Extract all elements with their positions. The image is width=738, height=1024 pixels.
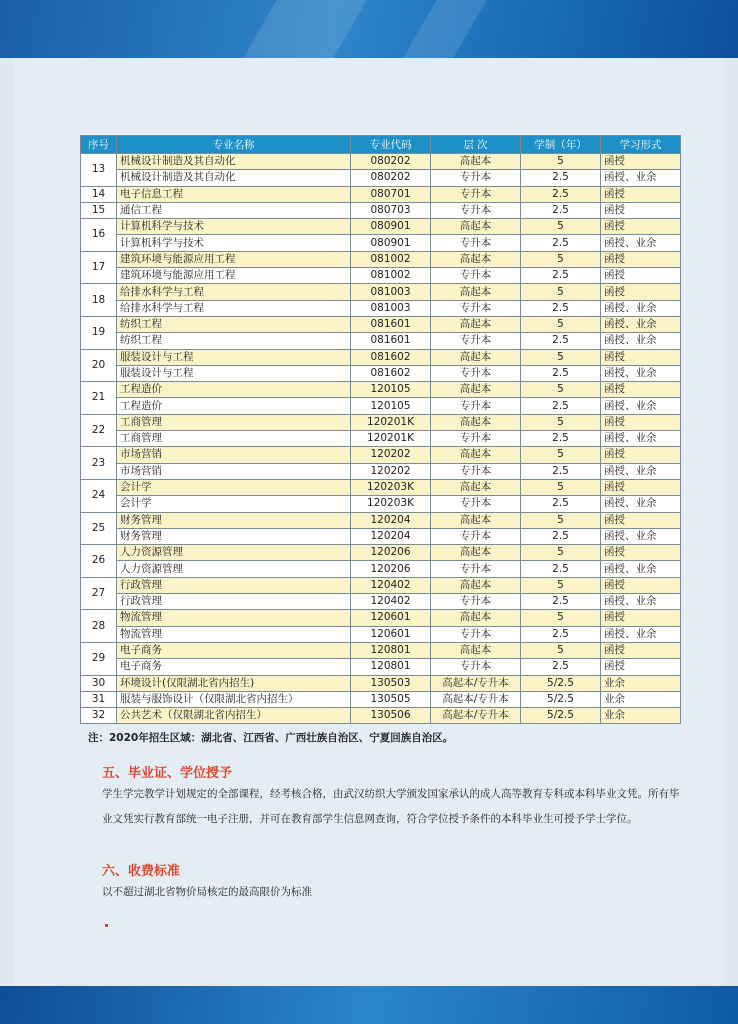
cell-form: 函授 <box>601 545 681 561</box>
cell-years: 5 <box>521 382 601 398</box>
cell-form: 函授、业余 <box>601 333 681 349</box>
cell-form: 函授 <box>601 202 681 218</box>
table-row <box>81 268 681 284</box>
table-row <box>81 528 681 544</box>
cell-seq: 31 <box>81 691 117 707</box>
cell-name: 物流管理 <box>117 610 351 626</box>
cell-seq: 14 <box>81 186 117 202</box>
cell-form: 函授、业余 <box>601 431 681 447</box>
cell-seq: 20 <box>81 349 117 382</box>
cell-form: 函授 <box>601 447 681 463</box>
table-row <box>81 594 681 610</box>
cell-seq: 24 <box>81 479 117 512</box>
cell-code: 120203K <box>351 479 431 495</box>
section6-body: 以不超过湖北省物价局核定的最高限价为标准 <box>102 886 312 898</box>
cell-years: 2.5 <box>521 496 601 512</box>
cell-code: 120202 <box>351 447 431 463</box>
cell-code: 120203K <box>351 496 431 512</box>
cell-years: 2.5 <box>521 659 601 675</box>
cell-level: 专升本 <box>431 626 521 642</box>
table-row <box>81 365 681 381</box>
cell-name: 建筑环境与能源应用工程 <box>117 251 351 267</box>
cell-name: 市场营销 <box>117 447 351 463</box>
cell-form: 函授 <box>601 382 681 398</box>
cell-form: 函授、业余 <box>601 235 681 251</box>
cell-years: 2.5 <box>521 186 601 202</box>
cell-form: 函授 <box>601 610 681 626</box>
cell-code: 080701 <box>351 186 431 202</box>
cell-form: 业余 <box>601 691 681 707</box>
cell-code: 081002 <box>351 251 431 267</box>
table-row <box>81 154 681 170</box>
cell-level: 专升本 <box>431 463 521 479</box>
cell-level: 专升本 <box>431 365 521 381</box>
cell-level: 高起本 <box>431 512 521 528</box>
cell-level: 专升本 <box>431 398 521 414</box>
enrollment-note: 注：2020年招生区域：湖北省、江西省、广西壮族自治区、宁夏回族自治区。 <box>88 732 454 744</box>
majors-table-body <box>81 154 681 724</box>
cell-years: 5 <box>521 316 601 332</box>
cell-level: 高起本 <box>431 349 521 365</box>
cell-code: 081602 <box>351 349 431 365</box>
table-row <box>81 186 681 202</box>
cell-level: 高起本 <box>431 219 521 235</box>
table-row <box>81 626 681 642</box>
cell-name: 电子商务 <box>117 659 351 675</box>
page-content <box>14 58 724 986</box>
header-form: 学习形式 <box>601 136 681 154</box>
cell-years: 2.5 <box>521 594 601 610</box>
cell-name: 纺织工程 <box>117 333 351 349</box>
cell-level: 高起本/专升本 <box>431 675 521 691</box>
header-code: 专业代码 <box>351 136 431 154</box>
cell-seq: 16 <box>81 219 117 252</box>
cell-level: 专升本 <box>431 300 521 316</box>
cell-name: 人力资源管理 <box>117 545 351 561</box>
section5-body: 学生学完教学计划规定的全部课程，经考核合格，由武汉纺织大学颁发国家承认的成人高等教育专科或本科毕业文凭。所有毕业文凭实行教育部统一电子注册，并可在教育部学生信息网查询，符合学位授予条件的本科毕业生可授予学士学位。 <box>102 788 680 825</box>
cell-name: 机械设计制造及其自动化 <box>117 154 351 170</box>
cell-years: 2.5 <box>521 431 601 447</box>
cell-years: 2.5 <box>521 333 601 349</box>
cell-name: 给排水科学与工程 <box>117 284 351 300</box>
cell-name: 电子信息工程 <box>117 186 351 202</box>
table-row <box>81 235 681 251</box>
cell-level: 高起本 <box>431 154 521 170</box>
cell-years: 2.5 <box>521 300 601 316</box>
cell-name: 工商管理 <box>117 431 351 447</box>
cell-form: 函授、业余 <box>601 594 681 610</box>
cell-code: 130506 <box>351 708 431 724</box>
cell-level: 高起本 <box>431 316 521 332</box>
cell-years: 5/2.5 <box>521 675 601 691</box>
cell-form: 函授 <box>601 642 681 658</box>
cell-form: 函授、业余 <box>601 528 681 544</box>
cell-form: 业余 <box>601 708 681 724</box>
cell-level: 专升本 <box>431 431 521 447</box>
cell-code: 120601 <box>351 610 431 626</box>
cell-seq: 13 <box>81 154 117 187</box>
table-row <box>81 170 681 186</box>
cell-code: 080202 <box>351 170 431 186</box>
cell-level: 专升本 <box>431 561 521 577</box>
cell-seq: 22 <box>81 414 117 447</box>
cell-name: 物流管理 <box>117 626 351 642</box>
cell-form: 函授、业余 <box>601 316 681 332</box>
table-row <box>81 675 681 691</box>
cell-form: 函授、业余 <box>601 398 681 414</box>
cell-years: 5 <box>521 610 601 626</box>
cell-name: 会计学 <box>117 479 351 495</box>
table-row <box>81 691 681 707</box>
cell-seq: 29 <box>81 642 117 675</box>
cell-form: 函授 <box>601 512 681 528</box>
cell-years: 2.5 <box>521 561 601 577</box>
cell-form: 业余 <box>601 675 681 691</box>
table-row <box>81 349 681 365</box>
cell-code: 081601 <box>351 316 431 332</box>
cell-years: 2.5 <box>521 398 601 414</box>
cell-name: 服装设计与工程 <box>117 365 351 381</box>
header-years: 学制（年） <box>521 136 601 154</box>
cell-name: 建筑环境与能源应用工程 <box>117 268 351 284</box>
table-row <box>81 642 681 658</box>
table-row <box>81 251 681 267</box>
cell-years: 5 <box>521 512 601 528</box>
table-row <box>81 610 681 626</box>
cell-code: 081003 <box>351 284 431 300</box>
cell-level: 高起本 <box>431 414 521 430</box>
cell-years: 5 <box>521 284 601 300</box>
cell-years: 2.5 <box>521 202 601 218</box>
cell-form: 函授 <box>601 284 681 300</box>
header-seq: 序号 <box>81 136 117 154</box>
cell-level: 专升本 <box>431 186 521 202</box>
cell-level: 高起本 <box>431 577 521 593</box>
cell-level: 高起本 <box>431 479 521 495</box>
cell-level: 专升本 <box>431 268 521 284</box>
cell-name: 财务管理 <box>117 528 351 544</box>
cell-form: 函授 <box>601 479 681 495</box>
cell-form: 函授 <box>601 154 681 170</box>
section6-title: 六、收费标准 <box>102 864 181 879</box>
cell-form: 函授 <box>601 186 681 202</box>
cell-code: 080901 <box>351 235 431 251</box>
cell-seq: 15 <box>81 202 117 218</box>
table-row <box>81 398 681 414</box>
cell-name: 市场营销 <box>117 463 351 479</box>
cell-name: 给排水科学与工程 <box>117 300 351 316</box>
cell-form: 函授、业余 <box>601 561 681 577</box>
table-row <box>81 463 681 479</box>
cell-name: 工程造价 <box>117 382 351 398</box>
cell-seq: 21 <box>81 382 117 415</box>
cell-years: 5 <box>521 219 601 235</box>
cell-name: 财务管理 <box>117 512 351 528</box>
cell-name: 行政管理 <box>117 594 351 610</box>
cell-code: 120206 <box>351 561 431 577</box>
cell-code: 081003 <box>351 300 431 316</box>
cell-years: 2.5 <box>521 268 601 284</box>
cell-form: 函授 <box>601 251 681 267</box>
cell-years: 2.5 <box>521 528 601 544</box>
cell-code: 120402 <box>351 577 431 593</box>
cell-code: 081601 <box>351 333 431 349</box>
cell-code: 120801 <box>351 659 431 675</box>
table-row <box>81 431 681 447</box>
cell-code: 120206 <box>351 545 431 561</box>
cell-code: 130503 <box>351 675 431 691</box>
cell-level: 专升本 <box>431 659 521 675</box>
table-row <box>81 545 681 561</box>
cell-years: 5 <box>521 251 601 267</box>
cell-name: 人力资源管理 <box>117 561 351 577</box>
cell-form: 函授、业余 <box>601 496 681 512</box>
cell-code: 120201K <box>351 431 431 447</box>
cell-name: 行政管理 <box>117 577 351 593</box>
cell-code: 080202 <box>351 154 431 170</box>
cell-seq: 30 <box>81 675 117 691</box>
table-row <box>81 202 681 218</box>
cell-code: 120201K <box>351 414 431 430</box>
cell-years: 2.5 <box>521 170 601 186</box>
cell-name: 计算机科学与技术 <box>117 219 351 235</box>
cell-level: 专升本 <box>431 594 521 610</box>
decorative-dot <box>105 924 108 927</box>
table-row <box>81 561 681 577</box>
cell-level: 专升本 <box>431 202 521 218</box>
cell-name: 计算机科学与技术 <box>117 235 351 251</box>
cell-years: 5 <box>521 414 601 430</box>
header-name: 专业名称 <box>117 136 351 154</box>
cell-code: 120204 <box>351 528 431 544</box>
header-level: 层 次 <box>431 136 521 154</box>
cell-years: 5 <box>521 447 601 463</box>
cell-seq: 18 <box>81 284 117 317</box>
cell-code: 080703 <box>351 202 431 218</box>
cell-form: 函授、业余 <box>601 300 681 316</box>
table-row <box>81 479 681 495</box>
table-row <box>81 382 681 398</box>
header-banner <box>0 0 738 58</box>
cell-form: 函授 <box>601 577 681 593</box>
cell-level: 专升本 <box>431 333 521 349</box>
cell-code: 120105 <box>351 382 431 398</box>
cell-level: 专升本 <box>431 528 521 544</box>
table-row <box>81 496 681 512</box>
cell-code: 081602 <box>351 365 431 381</box>
cell-level: 专升本 <box>431 235 521 251</box>
cell-years: 2.5 <box>521 365 601 381</box>
footer-banner <box>0 986 738 1024</box>
cell-level: 高起本 <box>431 610 521 626</box>
cell-form: 函授 <box>601 659 681 675</box>
cell-code: 120204 <box>351 512 431 528</box>
cell-code: 120202 <box>351 463 431 479</box>
cell-code: 120105 <box>351 398 431 414</box>
cell-years: 5 <box>521 545 601 561</box>
cell-form: 函授 <box>601 349 681 365</box>
cell-years: 5 <box>521 577 601 593</box>
cell-name: 电子商务 <box>117 642 351 658</box>
cell-level: 高起本 <box>431 447 521 463</box>
section5-title: 五、毕业证、学位授予 <box>102 766 233 781</box>
cell-level: 高起本/专升本 <box>431 708 521 724</box>
table-row <box>81 300 681 316</box>
cell-code: 120402 <box>351 594 431 610</box>
cell-form: 函授、业余 <box>601 463 681 479</box>
table-row <box>81 447 681 463</box>
table-row <box>81 316 681 332</box>
cell-name: 工商管理 <box>117 414 351 430</box>
cell-seq: 27 <box>81 577 117 610</box>
table-header-row <box>81 136 681 154</box>
cell-form: 函授 <box>601 268 681 284</box>
cell-seq: 32 <box>81 708 117 724</box>
cell-form: 函授、业余 <box>601 365 681 381</box>
cell-seq: 25 <box>81 512 117 545</box>
cell-name: 公共艺术（仅限湖北省内招生） <box>117 708 351 724</box>
cell-years: 2.5 <box>521 463 601 479</box>
cell-level: 高起本/专升本 <box>431 691 521 707</box>
cell-level: 高起本 <box>431 642 521 658</box>
cell-seq: 26 <box>81 545 117 578</box>
cell-seq: 23 <box>81 447 117 480</box>
cell-years: 5/2.5 <box>521 708 601 724</box>
cell-form: 函授 <box>601 219 681 235</box>
cell-form: 函授 <box>601 414 681 430</box>
cell-seq: 17 <box>81 251 117 284</box>
table-row <box>81 512 681 528</box>
cell-level: 专升本 <box>431 496 521 512</box>
cell-years: 5 <box>521 642 601 658</box>
cell-code: 080901 <box>351 219 431 235</box>
cell-level: 专升本 <box>431 170 521 186</box>
cell-years: 5/2.5 <box>521 691 601 707</box>
cell-years: 5 <box>521 154 601 170</box>
cell-name: 通信工程 <box>117 202 351 218</box>
cell-name: 工程造价 <box>117 398 351 414</box>
cell-level: 高起本 <box>431 251 521 267</box>
cell-name: 服装设计与工程 <box>117 349 351 365</box>
cell-name: 机械设计制造及其自动化 <box>117 170 351 186</box>
cell-code: 120801 <box>351 642 431 658</box>
cell-seq: 19 <box>81 316 117 349</box>
cell-years: 2.5 <box>521 235 601 251</box>
table-row <box>81 284 681 300</box>
table-row <box>81 414 681 430</box>
cell-code: 081002 <box>351 268 431 284</box>
cell-code: 130505 <box>351 691 431 707</box>
table-row <box>81 333 681 349</box>
table-row <box>81 659 681 675</box>
cell-years: 5 <box>521 479 601 495</box>
cell-name: 会计学 <box>117 496 351 512</box>
cell-years: 5 <box>521 349 601 365</box>
cell-name: 纺织工程 <box>117 316 351 332</box>
cell-name: 环境设计(仅限湖北省内招生) <box>117 675 351 691</box>
cell-level: 高起本 <box>431 382 521 398</box>
cell-level: 高起本 <box>431 545 521 561</box>
cell-name: 服装与服饰设计（仅限湖北省内招生） <box>117 691 351 707</box>
table-row <box>81 219 681 235</box>
cell-seq: 28 <box>81 610 117 643</box>
majors-table <box>80 135 681 724</box>
cell-level: 高起本 <box>431 284 521 300</box>
table-row <box>81 577 681 593</box>
table-row <box>81 708 681 724</box>
cell-form: 函授、业余 <box>601 170 681 186</box>
cell-form: 函授、业余 <box>601 626 681 642</box>
cell-code: 120601 <box>351 626 431 642</box>
cell-years: 2.5 <box>521 626 601 642</box>
